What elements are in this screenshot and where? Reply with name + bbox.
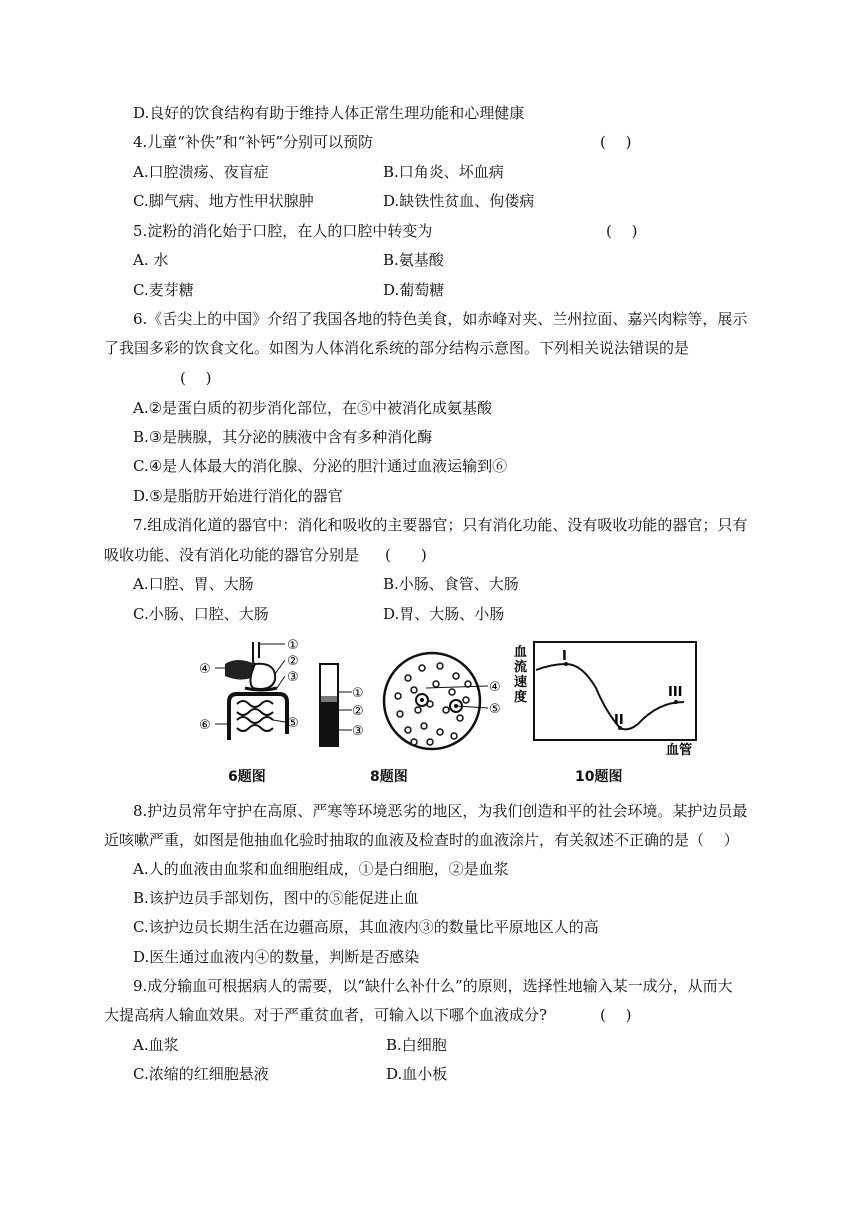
q4-option-b: B.口角炎、坏血病 (383, 163, 504, 181)
fig8-smear-label-4: ④ (489, 680, 501, 695)
q4-option-d: D.缺铁性贫血、佝偻病 (383, 192, 535, 210)
q8-option-a: A.人的血液由血浆和血细胞组成，①是白细胞，②是血浆 (133, 860, 509, 878)
q6-option-a: A.②是蛋白质的初步消化部位，在⑤中被消化成氨基酸 (133, 399, 493, 417)
q3-option-d: D.良好的饮食结构有助于维持人体正常生理功能和心理健康 (133, 104, 525, 122)
fig6-label-2: ② (287, 654, 299, 669)
fig8-tube-label-2: ② (352, 704, 364, 719)
q5-answer-blank: ( ) (606, 222, 638, 240)
q7-stem-line1: 7.组成消化道的器官中：消化和吸收的主要器官；只有消化功能、没有吸收功能的器官；只有 (133, 516, 748, 534)
q9-stem-line2: 大提高病人输血效果。对于严重贫血者，可输入以下哪个血液成分? (104, 1006, 548, 1024)
q5-stem: 5.淀粉的消化始于口腔，在人的口腔中转变为 (133, 222, 433, 240)
fig6-label-5: ⑤ (287, 716, 299, 731)
fig8-caption: 8题图 (370, 769, 408, 785)
q6-option-d: D.⑤是脂肪开始进行消化的器官 (133, 487, 343, 505)
q8-option-d: D.医生通过血液内④的数量，判断是否感染 (133, 948, 420, 966)
graph-ylabel-3: 速 (514, 675, 528, 690)
graph-point-1: I (562, 649, 567, 664)
q9-answer-blank: ( ) (600, 1006, 632, 1024)
fig6-label-4: ④ (199, 662, 211, 677)
digestive-system-figure (195, 638, 315, 748)
q5-option-b: B.氨基酸 (383, 251, 444, 269)
graph-ylabel-1: 血 (514, 645, 528, 660)
q5-option-d: D.葡萄糖 (383, 281, 445, 299)
q7-stem-line2: 吸收功能、没有消化功能的器官分别是 (104, 546, 360, 564)
q9-option-b: B.白细胞 (386, 1036, 447, 1054)
q7-answer-blank: ( ) (385, 546, 427, 564)
q7-option-b: B.小肠、食管、大肠 (383, 575, 519, 593)
graph-ylabel-2: 流 (514, 660, 528, 675)
fig10-caption: 10题图 (575, 769, 623, 785)
fig8-tube-label-1: ① (352, 686, 364, 701)
q6-option-b: B.③是胰腺，其分泌的胰液中含有多种消化酶 (133, 428, 433, 446)
graph-xlabel: 血管 (666, 743, 693, 758)
q5-option-c: C.麦芽糖 (133, 281, 194, 299)
q4-stem: 4.儿童“补佚”和“补钙”分别可以预防 (133, 133, 373, 151)
fig6-label-3: ③ (287, 670, 299, 685)
fig8-smear-label-5: ⑤ (489, 702, 501, 717)
fig6-caption: 6题图 (228, 769, 266, 785)
fig8-tube-label-3: ③ (352, 724, 364, 739)
graph-ylabel-4: 度 (514, 690, 528, 705)
fig6-label-1: ① (287, 638, 299, 653)
q9-option-c: C.浓缩的红细胞悬液 (133, 1065, 269, 1083)
q8-option-b: B.该护边员手部划伤，图中的⑤能促进止血 (133, 889, 419, 907)
q9-option-a: A.血浆 (133, 1036, 179, 1054)
q6-stem-line2: 了我国多彩的饮食文化。如图为人体消化系统的部分结构示意图。下列相关说法错误的是 (104, 339, 690, 357)
q8-option-c: C.该护边员长期生活在边疆高原，其血液内③的数量比平原地区人的高 (133, 918, 599, 936)
graph-point-2: II (614, 713, 624, 728)
q9-option-d: D.血小板 (386, 1065, 448, 1083)
q8-stem-line1: 8.护边员常年守护在高原、严寒等环境恶劣的地区，为我们创造和平的社会环境。某护边员最 (133, 802, 748, 820)
fig6-label-6: ⑥ (199, 718, 211, 733)
q6-answer-blank: ( ) (180, 369, 212, 387)
q7-option-a: A.口腔、胃、大肠 (133, 575, 254, 593)
q4-answer-blank: ( ) (600, 133, 632, 151)
q4-option-c: C.脚气病、地方性甲状腺肿 (133, 192, 314, 210)
q8-stem-line2: 近咳嗽严重，如图是他抽血化验时抽取的血液及检查时的血液涂片，有关叙述不正确的是（ ） (104, 831, 739, 849)
q9-stem-line1: 9.成分输血可根据病人的需要，以“缺什么补什么”的原则，选择性地输入某一成分，从而大 (133, 977, 733, 995)
q4-option-a: A.口腔溃疡、夜盲症 (133, 163, 269, 181)
blood-flow-graph (510, 640, 700, 760)
q5-option-a: A. 水 (133, 251, 169, 269)
q6-option-c: C.④是人体最大的消化腺、分泌的胆汁通过血液运输到⑥ (133, 457, 508, 475)
q7-option-c: C.小肠、口腔、大肠 (133, 605, 269, 623)
q7-option-d: D.胃、大肠、小肠 (383, 605, 505, 623)
blood-figure (318, 638, 518, 758)
graph-point-3: III (668, 685, 683, 700)
q6-stem-line1: 6.《舌尖上的中国》介绍了我国各地的特色美食，如赤峰对夹、兰州拉面、嘉兴肉粽等，展示 (133, 310, 748, 328)
